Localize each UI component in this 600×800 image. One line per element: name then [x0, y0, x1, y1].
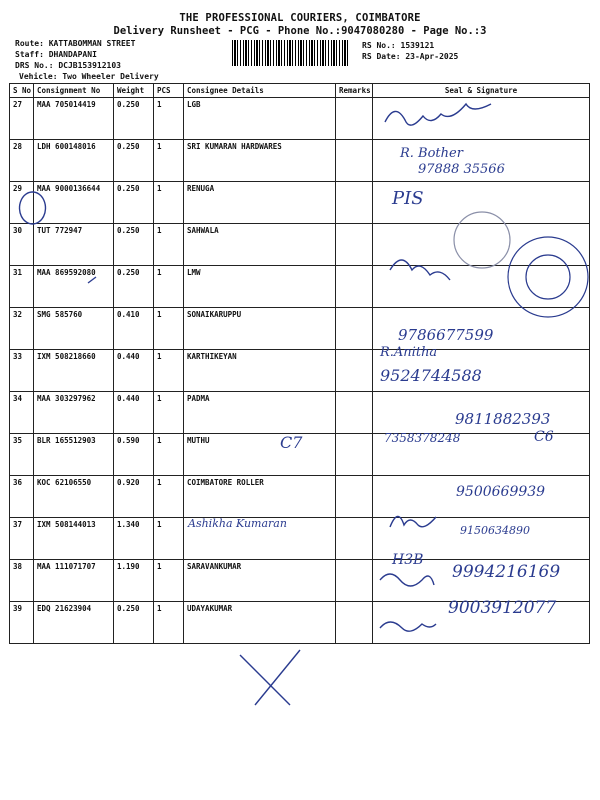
cell-weight: 0.250	[114, 98, 154, 140]
cell-weight: 0.250	[114, 266, 154, 308]
cell-pcs: 1	[154, 434, 184, 476]
col-signature: Seal & Signature	[373, 84, 590, 98]
cell-cno: KOC 62106550	[34, 476, 114, 518]
runsheet-subtitle: Delivery Runsheet - PCG - Phone No.:9047080280 - Page No.:3	[113, 25, 487, 37]
handwritten-phone-35: 7358378248	[384, 431, 461, 445]
cell-pcs: 1	[154, 98, 184, 140]
route-label: Route: KATTABOMMAN STREET	[15, 39, 136, 48]
cell-weight: 0.250	[114, 224, 154, 266]
lakshmi-seal-stamp	[508, 237, 588, 317]
cell-weight: 0.410	[114, 308, 154, 350]
cell-cno: MAA 869592080	[34, 266, 114, 308]
cell-pcs: 1	[154, 266, 184, 308]
cell-consignee: SRI KUMARAN HARDWARES	[184, 140, 336, 182]
cell-sno: 34	[10, 392, 34, 434]
cell-sno: 29	[10, 182, 34, 224]
signature-scribble-38	[380, 574, 434, 586]
cell-consignee: SAHWALA	[184, 224, 336, 266]
cell-sno: 35	[10, 434, 34, 476]
cell-cno: MAA 9000136644	[34, 182, 114, 224]
cell-pcs: 1	[154, 602, 184, 644]
lakshmi-seal-inner	[526, 255, 570, 299]
cell-cno: MAA 705014419	[34, 98, 114, 140]
cell-consignee: LGB	[184, 98, 336, 140]
handwritten-c7-mark: C7	[280, 433, 303, 452]
col-weight: Weight	[114, 84, 154, 98]
cell-weight: 0.920	[114, 476, 154, 518]
col-remarks: Remarks	[336, 84, 373, 98]
cell-sno: 36	[10, 476, 34, 518]
handwritten-c6-mark: C6	[534, 429, 554, 445]
cell-cno: SMG 585760	[34, 308, 114, 350]
cell-weight: 0.250	[114, 602, 154, 644]
cell-weight: 0.250	[114, 140, 154, 182]
handwritten-name-33: R.Anitha	[380, 345, 438, 360]
signature-scribble-27	[385, 104, 491, 125]
cell-cno: IXM 508144013	[34, 518, 114, 560]
cell-cno: TUT 772947	[34, 224, 114, 266]
handwritten-h3b: H3B	[392, 552, 424, 568]
cell-consignee: MUTHU	[184, 434, 336, 476]
cell-pcs: 1	[154, 350, 184, 392]
cell-weight: 0.440	[114, 350, 154, 392]
cell-pcs: 1	[154, 140, 184, 182]
cell-consignee: PADMA	[184, 392, 336, 434]
cell-cno: LDH 600148016	[34, 140, 114, 182]
cell-weight: 0.590	[114, 434, 154, 476]
handwritten-phone-34: 9811882393	[455, 410, 551, 428]
cell-sno: 33	[10, 350, 34, 392]
cell-sno: 27	[10, 98, 34, 140]
faint-round-stamp	[454, 212, 510, 268]
cell-sno: 38	[10, 560, 34, 602]
cell-pcs: 1	[154, 476, 184, 518]
cell-weight: 0.440	[114, 392, 154, 434]
cell-pcs: 1	[154, 560, 184, 602]
cell-consignee: UDAYAKUMAR	[184, 602, 336, 644]
cell-cno: BLR 165512903	[34, 434, 114, 476]
cell-sno: 39	[10, 602, 34, 644]
cell-weight: 0.250	[114, 182, 154, 224]
cell-sno: 32	[10, 308, 34, 350]
cell-weight: 1.340	[114, 518, 154, 560]
drs-label: DRS No.: DCJB153912103	[15, 61, 121, 70]
handwritten-phone-36: 9500669939	[456, 484, 546, 500]
cell-cno: EDQ 21623904	[34, 602, 114, 644]
cross-stroke-a	[240, 655, 290, 705]
cell-sno: 31	[10, 266, 34, 308]
handwritten-phone-39: 9003912077	[448, 598, 557, 618]
handwritten-phone-33: 9524744588	[380, 366, 482, 385]
cell-cno: MAA 303297962	[34, 392, 114, 434]
cell-consignee: LMW	[184, 266, 336, 308]
signature-scribble-39	[380, 622, 436, 631]
cell-pcs: 1	[154, 224, 184, 266]
rs-number: RS No.: 1539121	[362, 41, 435, 50]
cell-consignee: RENUGA	[184, 182, 336, 224]
col-pcs: PCS	[154, 84, 184, 98]
cell-consignee: COIMBATORE ROLLER	[184, 476, 336, 518]
check-mark	[88, 277, 96, 283]
cell-cno: MAA 111071707	[34, 560, 114, 602]
handwritten-phone-28: 97888 35566	[418, 162, 505, 177]
rs-date: RS Date: 23-Apr-2025	[362, 52, 459, 61]
cell-consignee: SONAIKARUPPU	[184, 308, 336, 350]
handwritten-pis-29: PIS	[392, 188, 424, 209]
cell-pcs: 1	[154, 182, 184, 224]
cell-pcs: 1	[154, 308, 184, 350]
handwritten-name-28: R. Bother	[400, 146, 463, 161]
cell-pcs: 1	[154, 518, 184, 560]
cell-cno: IXM 508218660	[34, 350, 114, 392]
staff-label: Staff: DHANDAPANI	[15, 50, 97, 59]
handwritten-phone-38: 9994216169	[452, 562, 561, 582]
signature-scribble-31	[390, 260, 450, 280]
col-consignee: Consignee Details	[184, 84, 336, 98]
company-title: THE PROFESSIONAL COURIERS, COIMBATORE	[179, 12, 421, 24]
cell-sno: 30	[10, 224, 34, 266]
signature-scribble-37	[390, 516, 436, 527]
col-consignment: Consignment No	[34, 84, 114, 98]
cell-weight: 1.190	[114, 560, 154, 602]
cell-consignee: KARTHIKEYAN	[184, 350, 336, 392]
cell-sno: 37	[10, 518, 34, 560]
handwritten-consignee-37: Ashikha Kumaran	[188, 517, 287, 530]
handwritten-phone-32: 9786677599	[398, 326, 494, 344]
pis-circle-mark	[20, 192, 46, 224]
cell-pcs: 1	[154, 392, 184, 434]
col-sno: S No	[10, 84, 34, 98]
cell-consignee: SARAVANKUMAR	[184, 560, 336, 602]
handwritten-phone-37: 9150634890	[460, 524, 530, 537]
vehicle-label: Vehicle: Two Wheeler Delivery	[19, 72, 159, 81]
cell-sno: 28	[10, 140, 34, 182]
